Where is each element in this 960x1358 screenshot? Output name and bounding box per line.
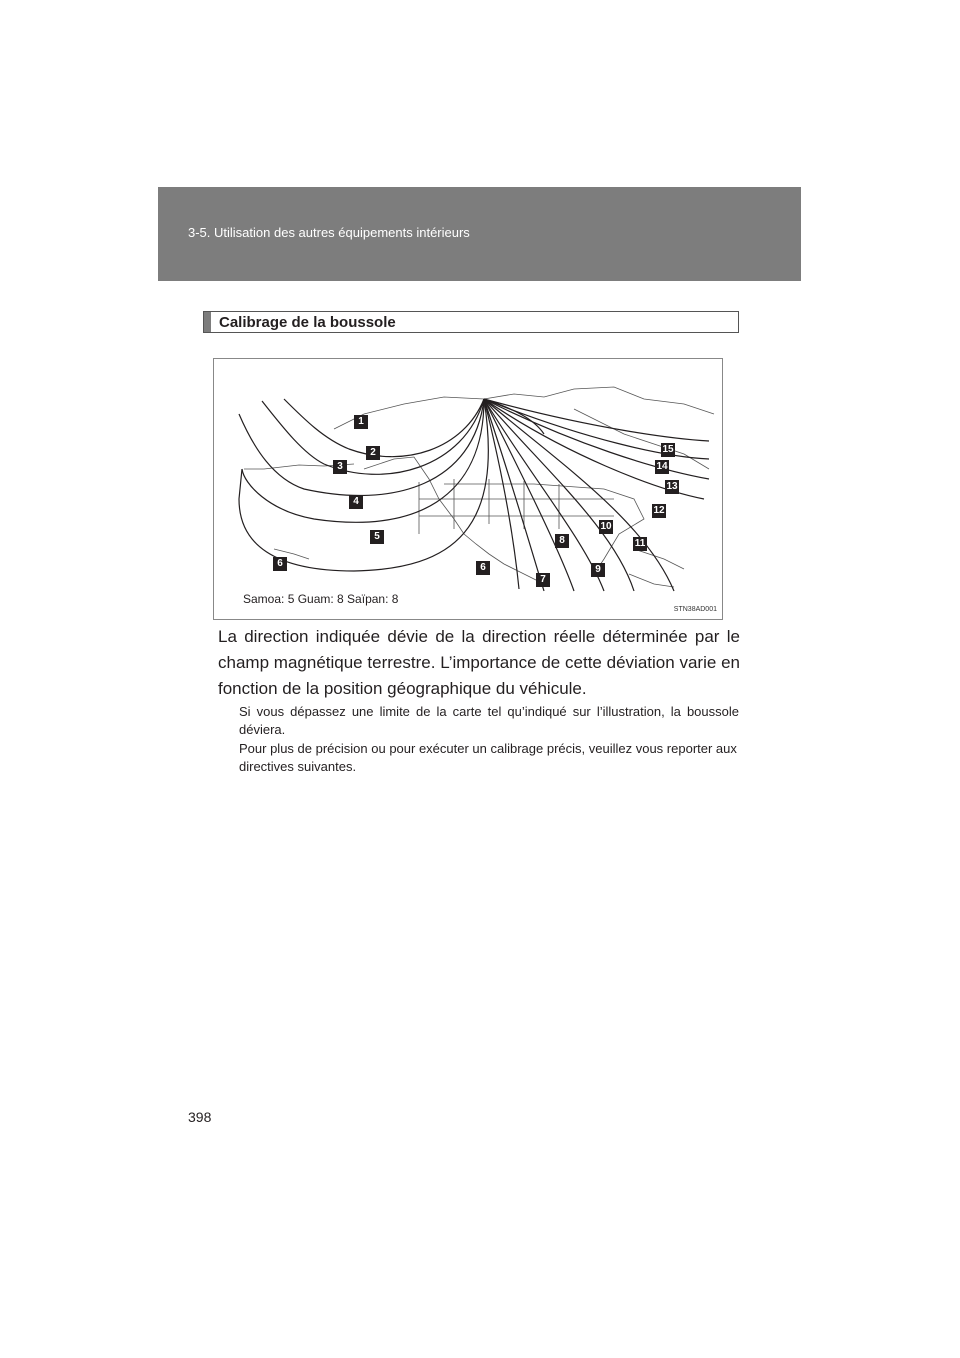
- zone-label-10: 10: [600, 521, 612, 532]
- zone-label-14: 14: [656, 461, 668, 472]
- note-map-limit: Si vous dépassez une limite de la carte tel qu’indiqué sur l’illustration, la boussole déviera.: [239, 704, 739, 737]
- zone-label-12: 12: [653, 505, 665, 516]
- subheading: [203, 311, 739, 333]
- compass-zone-map: [213, 358, 723, 620]
- subheading-text: Calibrage de la boussole: [219, 313, 396, 331]
- zone-label-8: 8: [555, 534, 569, 548]
- zone-label-3: 3: [333, 460, 347, 474]
- zone-label-6-east: 6: [476, 561, 490, 575]
- zone-label-7: 7: [536, 573, 550, 587]
- zone-label-5: 5: [370, 530, 384, 544]
- zone-label-2: 2: [366, 446, 380, 460]
- zone-label-6-west: 6: [273, 557, 287, 571]
- zone-label-1: 1: [354, 415, 368, 429]
- main-paragraph: La direction indiquée dévie de la direction réelle déterminée par le champ magnétique terrestre. L’importance de cette déviation varie en fonction de la position géographique du véhicule.: [218, 627, 740, 698]
- zone-label-11: 11: [634, 538, 646, 549]
- zone-label-15: 15: [662, 444, 674, 455]
- page-number: 398: [188, 1109, 212, 1125]
- header-band: [158, 187, 801, 281]
- zone-label-9: 9: [591, 563, 605, 577]
- subheading-bar: [204, 312, 211, 332]
- note-calibration: Pour plus de précision ou pour exécuter un calibrage précis, veuillez vous reporter aux directives suivantes.: [239, 741, 737, 774]
- section-title: 3-5. Utilisation des autres équipements intérieurs: [188, 225, 470, 240]
- map-caption: Samoa: 5 Guam: 8 Saïpan: 8: [243, 592, 399, 606]
- zone-label-4: 4: [349, 495, 363, 509]
- zone-map-drawing: [214, 359, 723, 620]
- figure-code: STN38AD001: [673, 606, 717, 613]
- zone-label-13: 13: [666, 481, 678, 492]
